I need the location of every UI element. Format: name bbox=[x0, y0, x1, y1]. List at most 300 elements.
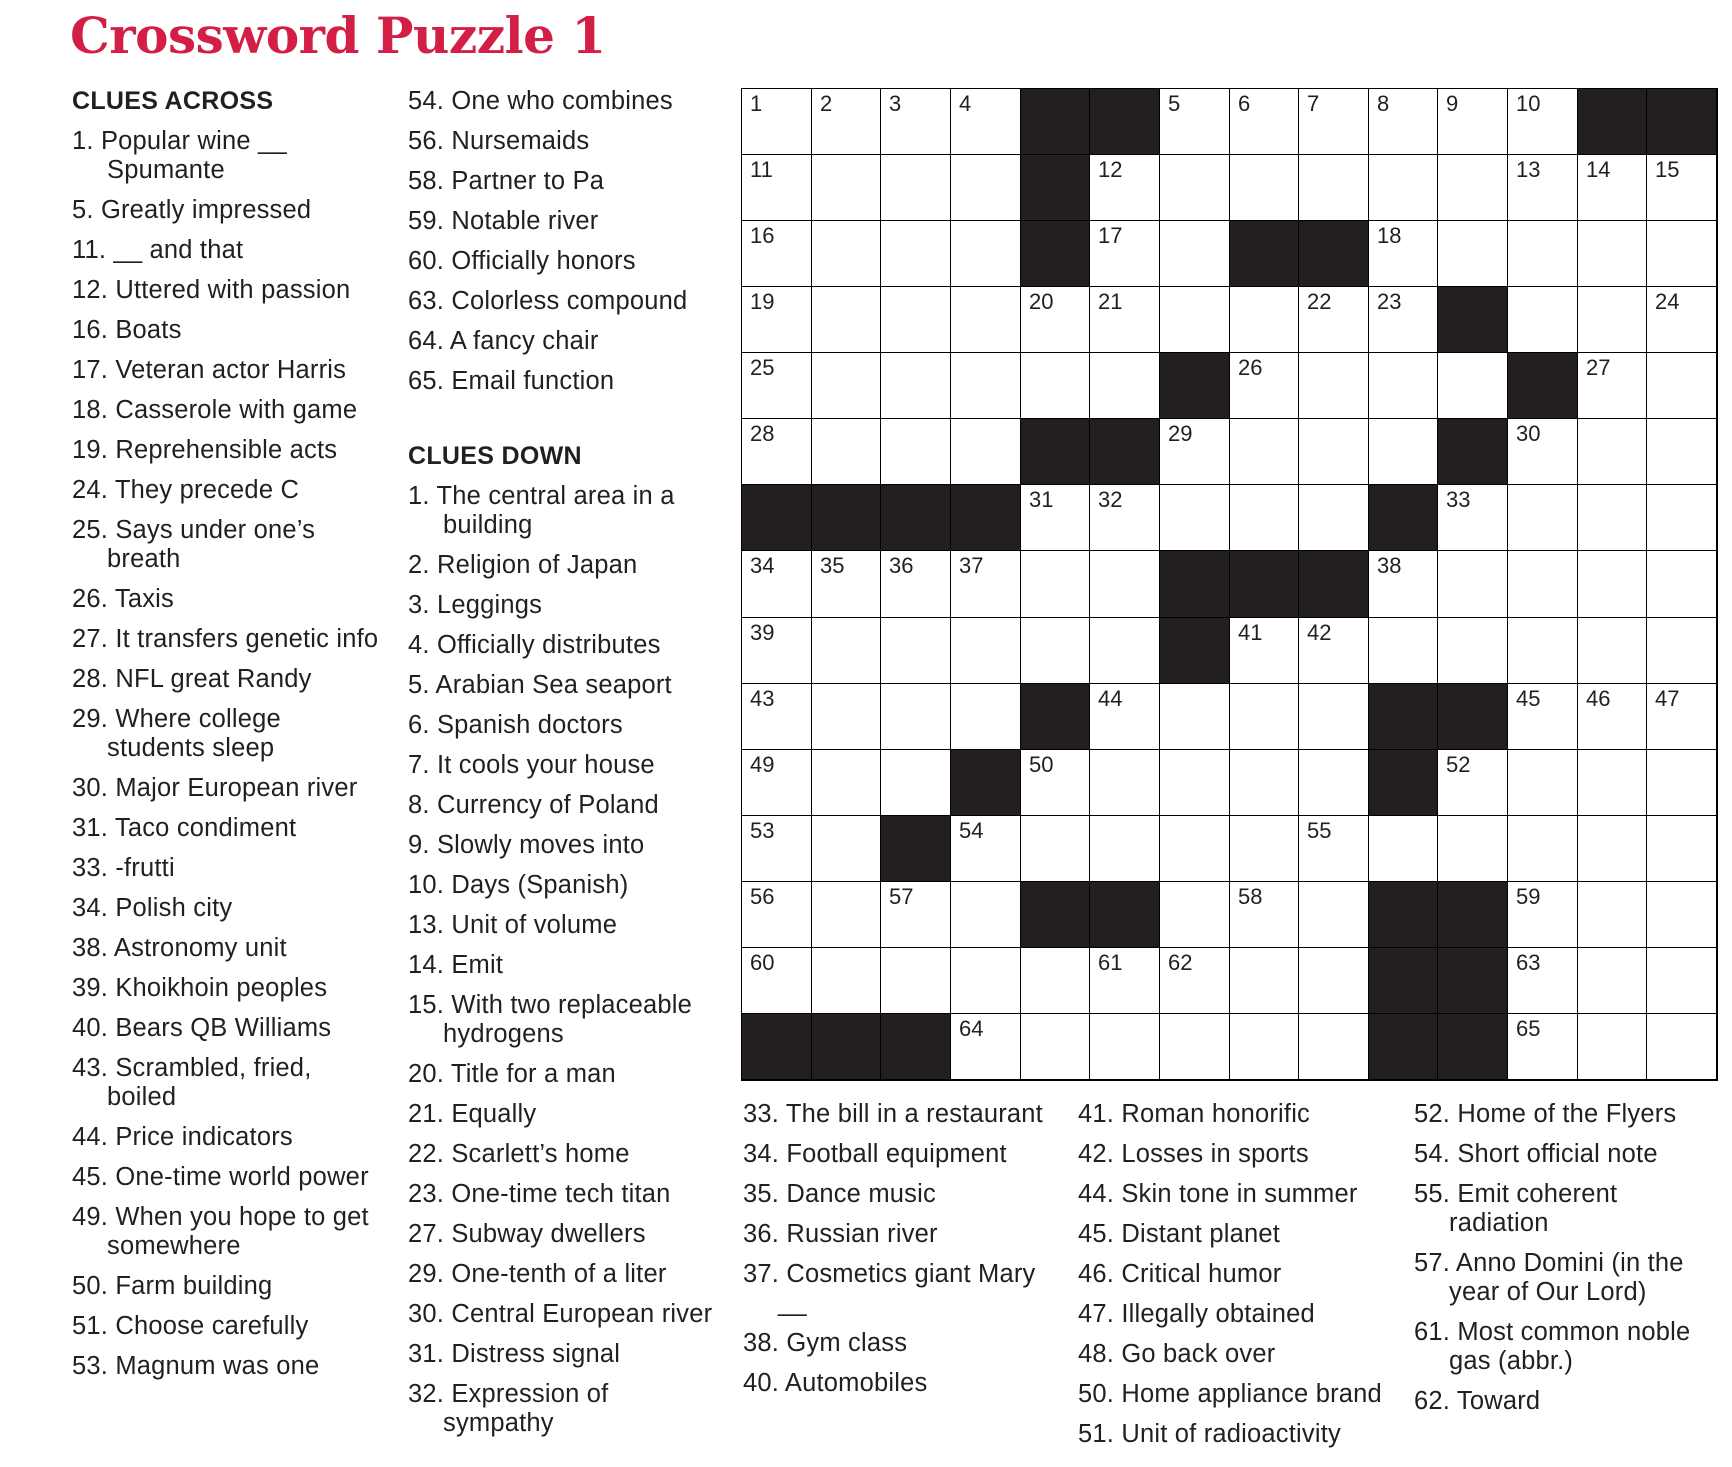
clue-item: 8. Currency of Poland bbox=[408, 791, 659, 819]
grid-block bbox=[742, 1014, 812, 1080]
cell-number: 47 bbox=[1655, 686, 1680, 711]
grid-cell[interactable] bbox=[881, 551, 951, 618]
grid-cell[interactable] bbox=[1021, 551, 1090, 618]
clue-item: 45. One-time world power bbox=[72, 1163, 369, 1191]
grid-cell[interactable] bbox=[1299, 353, 1369, 419]
cell-number: 36 bbox=[889, 553, 914, 578]
grid-cell[interactable] bbox=[1578, 353, 1647, 419]
clue-item: 19. Reprehensible acts bbox=[72, 436, 338, 464]
grid-cell[interactable] bbox=[1021, 353, 1090, 419]
grid-cell[interactable] bbox=[1160, 419, 1230, 485]
grid-cell[interactable] bbox=[1578, 816, 1647, 882]
grid-cell[interactable] bbox=[1508, 750, 1578, 816]
grid-block bbox=[1160, 353, 1230, 419]
grid-cell[interactable] bbox=[1299, 948, 1369, 1014]
cell-number: 13 bbox=[1516, 157, 1541, 182]
grid-cell[interactable] bbox=[742, 221, 812, 287]
grid-cell[interactable] bbox=[1369, 155, 1438, 221]
grid-cell[interactable] bbox=[742, 551, 812, 618]
grid-cell[interactable] bbox=[1369, 287, 1438, 353]
clue-item: 46. Critical humor bbox=[1078, 1260, 1282, 1288]
grid-block bbox=[1160, 618, 1230, 684]
grid-cell[interactable] bbox=[1090, 221, 1160, 287]
grid-cell[interactable] bbox=[1578, 750, 1647, 816]
grid-cell[interactable] bbox=[1160, 948, 1230, 1014]
grid-cell[interactable] bbox=[1299, 485, 1369, 551]
grid-cell[interactable] bbox=[1090, 750, 1160, 816]
clue-item: 3. Leggings bbox=[408, 591, 543, 619]
grid-cell[interactable] bbox=[1160, 485, 1230, 551]
grid-block bbox=[1299, 551, 1369, 618]
clue-item: 22. Scarlett’s home bbox=[408, 1140, 630, 1168]
clue-item: 47. Illegally obtained bbox=[1078, 1300, 1315, 1328]
grid-cell[interactable] bbox=[1647, 155, 1717, 221]
cell-number: 18 bbox=[1377, 223, 1402, 248]
grid-block bbox=[1021, 89, 1090, 155]
grid-cell[interactable] bbox=[1230, 618, 1299, 684]
grid-cell[interactable] bbox=[1369, 221, 1438, 287]
grid-cell[interactable] bbox=[1299, 155, 1369, 221]
cell-number: 8 bbox=[1377, 91, 1390, 116]
clue-item: 30. Major European river bbox=[72, 774, 358, 802]
grid-cell[interactable] bbox=[1647, 221, 1717, 287]
grid-cell[interactable] bbox=[1508, 618, 1578, 684]
grid-cell[interactable] bbox=[1578, 684, 1647, 750]
grid-cell[interactable] bbox=[1230, 419, 1299, 485]
clue-item: 32. Expression of sympathy bbox=[408, 1380, 609, 1437]
grid-cell[interactable] bbox=[1578, 551, 1647, 618]
grid-cell[interactable] bbox=[1230, 1014, 1299, 1080]
grid-cell[interactable] bbox=[1369, 353, 1438, 419]
grid-cell[interactable] bbox=[812, 618, 881, 684]
grid-cell[interactable] bbox=[1369, 89, 1438, 155]
grid-cell[interactable] bbox=[1438, 750, 1508, 816]
clues-down-heading: CLUES DOWN bbox=[408, 442, 582, 470]
clue-item: 35. Dance music bbox=[743, 1180, 936, 1208]
cell-number: 22 bbox=[1307, 289, 1332, 314]
cell-number: 15 bbox=[1655, 157, 1680, 182]
grid-cell[interactable] bbox=[812, 287, 881, 353]
clue-item: 58. Partner to Pa bbox=[408, 167, 605, 195]
grid-cell[interactable] bbox=[1299, 419, 1369, 485]
page-title: Crossword Puzzle 1 bbox=[70, 6, 606, 65]
cell-number: 56 bbox=[750, 884, 775, 909]
cell-number: 19 bbox=[750, 289, 775, 314]
grid-block bbox=[1438, 948, 1508, 1014]
clue-item: 34. Polish city bbox=[72, 894, 233, 922]
grid-cell[interactable] bbox=[1090, 485, 1160, 551]
clue-item: 23. One-time tech titan bbox=[408, 1180, 671, 1208]
grid-block bbox=[1299, 221, 1369, 287]
grid-cell[interactable] bbox=[951, 419, 1021, 485]
cell-number: 33 bbox=[1446, 487, 1471, 512]
cell-number: 54 bbox=[959, 818, 984, 843]
grid-block bbox=[1578, 89, 1647, 155]
cell-number: 30 bbox=[1516, 421, 1541, 446]
cell-number: 25 bbox=[750, 355, 775, 380]
clues-across-heading: CLUES ACROSS bbox=[72, 87, 274, 115]
clue-item: 17. Veteran actor Harris bbox=[72, 356, 347, 384]
grid-block bbox=[1438, 1014, 1508, 1080]
clue-item: 1. The central area in a building bbox=[408, 482, 675, 539]
clue-item: 44. Price indicators bbox=[72, 1123, 293, 1151]
grid-cell[interactable] bbox=[742, 287, 812, 353]
grid-cell[interactable] bbox=[951, 882, 1021, 948]
grid-cell[interactable] bbox=[1508, 419, 1578, 485]
grid-cell[interactable] bbox=[1021, 618, 1090, 684]
grid-cell[interactable] bbox=[1578, 221, 1647, 287]
grid-cell[interactable] bbox=[951, 816, 1021, 882]
grid-cell[interactable] bbox=[1369, 816, 1438, 882]
grid-block bbox=[1369, 882, 1438, 948]
grid-cell[interactable] bbox=[1578, 287, 1647, 353]
grid-cell[interactable] bbox=[742, 155, 812, 221]
clue-item: 2. Religion of Japan bbox=[408, 551, 638, 579]
cell-number: 64 bbox=[959, 1016, 984, 1041]
grid-cell[interactable] bbox=[1647, 1014, 1717, 1080]
cell-number: 34 bbox=[750, 553, 775, 578]
grid-cell[interactable] bbox=[1508, 882, 1578, 948]
grid-cell[interactable] bbox=[1578, 419, 1647, 485]
grid-cell[interactable] bbox=[812, 353, 881, 419]
grid-cell[interactable] bbox=[742, 89, 812, 155]
grid-cell[interactable] bbox=[742, 948, 812, 1014]
cell-number: 27 bbox=[1586, 355, 1611, 380]
grid-cell[interactable] bbox=[881, 353, 951, 419]
grid-cell[interactable] bbox=[812, 816, 881, 882]
clue-item: 20. Title for a man bbox=[408, 1060, 616, 1088]
grid-block bbox=[1369, 485, 1438, 551]
grid-cell[interactable] bbox=[1230, 882, 1299, 948]
cell-number: 24 bbox=[1655, 289, 1680, 314]
clue-item: 28. NFL great Randy bbox=[72, 665, 312, 693]
grid-cell[interactable] bbox=[1647, 353, 1717, 419]
clue-item: 57. Anno Domini (in the year of Our Lord) bbox=[1414, 1249, 1684, 1306]
cell-number: 61 bbox=[1098, 950, 1123, 975]
clue-item: 5. Greatly impressed bbox=[72, 196, 312, 224]
clue-item: 49. When you hope to get somewhere bbox=[72, 1203, 369, 1260]
cell-number: 55 bbox=[1307, 818, 1332, 843]
grid-cell[interactable] bbox=[1438, 485, 1508, 551]
grid-cell[interactable] bbox=[1647, 287, 1717, 353]
grid-block bbox=[812, 1014, 881, 1080]
clue-item: 54. One who combines bbox=[408, 87, 673, 115]
grid-cell[interactable] bbox=[1438, 816, 1508, 882]
clue-item: 29. Where college students sleep bbox=[72, 705, 281, 762]
grid-cell[interactable] bbox=[951, 551, 1021, 618]
grid-cell[interactable] bbox=[881, 287, 951, 353]
clue-item: 36. Russian river bbox=[743, 1220, 938, 1248]
grid-cell[interactable] bbox=[1021, 816, 1090, 882]
clue-item: 5. Arabian Sea seaport bbox=[408, 671, 672, 699]
grid-cell[interactable] bbox=[1647, 948, 1717, 1014]
clues-column-3 bbox=[743, 1100, 1053, 1409]
grid-cell[interactable] bbox=[1578, 882, 1647, 948]
grid-cell[interactable] bbox=[1578, 618, 1647, 684]
grid-cell[interactable] bbox=[951, 89, 1021, 155]
grid-cell[interactable] bbox=[1230, 684, 1299, 750]
grid-cell[interactable] bbox=[1021, 287, 1090, 353]
cell-number: 12 bbox=[1098, 157, 1123, 182]
grid-cell[interactable] bbox=[1438, 221, 1508, 287]
grid-cell[interactable] bbox=[951, 221, 1021, 287]
clue-item: 14. Emit bbox=[408, 951, 504, 979]
grid-cell[interactable] bbox=[742, 882, 812, 948]
clue-item: 25. Says under one’s breath bbox=[72, 516, 316, 573]
grid-block bbox=[1021, 155, 1090, 221]
grid-cell[interactable] bbox=[1090, 287, 1160, 353]
clue-item: 26. Taxis bbox=[72, 585, 174, 613]
clue-item: 13. Unit of volume bbox=[408, 911, 618, 939]
grid-cell[interactable] bbox=[951, 155, 1021, 221]
grid-cell[interactable] bbox=[951, 1014, 1021, 1080]
grid-cell[interactable] bbox=[1647, 485, 1717, 551]
grid-cell[interactable] bbox=[1090, 948, 1160, 1014]
clue-item: 61. Most common noble gas (abbr.) bbox=[1414, 1318, 1691, 1375]
grid-cell[interactable] bbox=[1578, 485, 1647, 551]
grid-cell[interactable] bbox=[1647, 419, 1717, 485]
grid-cell[interactable] bbox=[1021, 750, 1090, 816]
grid-cell[interactable] bbox=[1021, 485, 1090, 551]
clues-column-5 bbox=[1414, 1100, 1714, 1427]
grid-cell[interactable] bbox=[742, 816, 812, 882]
grid-cell[interactable] bbox=[1090, 551, 1160, 618]
grid-cell[interactable] bbox=[812, 750, 881, 816]
grid-cell[interactable] bbox=[1090, 684, 1160, 750]
grid-block bbox=[1160, 551, 1230, 618]
grid-cell[interactable] bbox=[1508, 287, 1578, 353]
grid-cell[interactable] bbox=[881, 948, 951, 1014]
cell-number: 52 bbox=[1446, 752, 1471, 777]
grid-block bbox=[1090, 89, 1160, 155]
clues-column-4 bbox=[1078, 1100, 1388, 1460]
grid-cell[interactable] bbox=[881, 155, 951, 221]
grid-cell[interactable] bbox=[951, 684, 1021, 750]
clue-item: 40. Bears QB Williams bbox=[72, 1014, 332, 1042]
grid-cell[interactable] bbox=[881, 618, 951, 684]
grid-cell[interactable] bbox=[1508, 1014, 1578, 1080]
clue-item: 64. A fancy chair bbox=[408, 327, 599, 355]
clue-item: 51. Unit of radioactivity bbox=[1078, 1420, 1341, 1448]
grid-cell[interactable] bbox=[1508, 485, 1578, 551]
clues-column-1 bbox=[72, 87, 382, 1392]
cell-number: 41 bbox=[1238, 620, 1263, 645]
clue-item: 55. Emit coherent radiation bbox=[1414, 1180, 1618, 1237]
clue-item: 62. Toward bbox=[1414, 1387, 1541, 1415]
grid-cell[interactable] bbox=[1160, 89, 1230, 155]
grid-cell[interactable] bbox=[1090, 353, 1160, 419]
grid-cell[interactable] bbox=[1438, 155, 1508, 221]
grid-cell[interactable] bbox=[1438, 551, 1508, 618]
grid-cell[interactable] bbox=[742, 419, 812, 485]
section-gap bbox=[408, 407, 718, 442]
grid-cell[interactable] bbox=[1508, 221, 1578, 287]
grid-cell[interactable] bbox=[1230, 287, 1299, 353]
grid-cell[interactable] bbox=[812, 221, 881, 287]
cell-number: 3 bbox=[889, 91, 902, 116]
grid-cell[interactable] bbox=[1438, 618, 1508, 684]
grid-cell[interactable] bbox=[1508, 948, 1578, 1014]
grid-cell[interactable] bbox=[881, 750, 951, 816]
grid-cell[interactable] bbox=[1299, 287, 1369, 353]
grid-cell[interactable] bbox=[1230, 816, 1299, 882]
grid-cell[interactable] bbox=[1090, 1014, 1160, 1080]
grid-block bbox=[742, 485, 812, 551]
grid-cell[interactable] bbox=[881, 419, 951, 485]
grid-cell[interactable] bbox=[1508, 551, 1578, 618]
grid-cell[interactable] bbox=[1578, 1014, 1647, 1080]
cell-number: 35 bbox=[820, 553, 845, 578]
grid-cell[interactable] bbox=[1090, 618, 1160, 684]
grid-cell[interactable] bbox=[1160, 1014, 1230, 1080]
cell-number: 60 bbox=[750, 950, 775, 975]
clue-item: 39. Khoikhoin peoples bbox=[72, 974, 328, 1002]
grid-cell[interactable] bbox=[1160, 287, 1230, 353]
clue-item: 53. Magnum was one bbox=[72, 1352, 320, 1380]
grid-cell[interactable] bbox=[1160, 221, 1230, 287]
clue-item: 65. Email function bbox=[408, 367, 615, 395]
grid-block bbox=[1508, 353, 1578, 419]
clue-item: 38. Astronomy unit bbox=[72, 934, 287, 962]
grid-cell[interactable] bbox=[951, 948, 1021, 1014]
grid-cell[interactable] bbox=[1647, 750, 1717, 816]
grid-cell[interactable] bbox=[1508, 89, 1578, 155]
cell-number: 2 bbox=[820, 91, 833, 116]
grid-cell[interactable] bbox=[1160, 882, 1230, 948]
clue-item: 11. __ and that bbox=[72, 236, 244, 264]
clue-item: 27. It transfers genetic info bbox=[72, 625, 379, 653]
grid-cell[interactable] bbox=[1160, 750, 1230, 816]
cell-number: 6 bbox=[1238, 91, 1251, 116]
cell-number: 1 bbox=[750, 91, 763, 116]
grid-cell[interactable] bbox=[951, 618, 1021, 684]
grid-cell[interactable] bbox=[1508, 155, 1578, 221]
grid-cell[interactable] bbox=[1021, 1014, 1090, 1080]
clue-item: 60. Officially honors bbox=[408, 247, 636, 275]
grid-block bbox=[1438, 684, 1508, 750]
crossword-grid[interactable] bbox=[741, 88, 1718, 1081]
grid-cell[interactable] bbox=[1578, 948, 1647, 1014]
cell-number: 23 bbox=[1377, 289, 1402, 314]
grid-cell[interactable] bbox=[1160, 816, 1230, 882]
grid-cell[interactable] bbox=[1299, 89, 1369, 155]
cell-number: 26 bbox=[1238, 355, 1263, 380]
clue-item: 48. Go back over bbox=[1078, 1340, 1276, 1368]
grid-cell[interactable] bbox=[881, 89, 951, 155]
grid-cell[interactable] bbox=[1438, 89, 1508, 155]
grid-cell[interactable] bbox=[1230, 485, 1299, 551]
clue-item: 24. They precede C bbox=[72, 476, 300, 504]
grid-cell[interactable] bbox=[1508, 684, 1578, 750]
grid-cell[interactable] bbox=[1647, 684, 1717, 750]
grid-cell[interactable] bbox=[1160, 684, 1230, 750]
grid-cell[interactable] bbox=[812, 155, 881, 221]
grid-block bbox=[881, 485, 951, 551]
cell-number: 4 bbox=[959, 91, 972, 116]
cell-number: 65 bbox=[1516, 1016, 1541, 1041]
grid-cell[interactable] bbox=[1647, 816, 1717, 882]
cell-number: 58 bbox=[1238, 884, 1263, 909]
grid-cell[interactable] bbox=[1299, 882, 1369, 948]
grid-cell[interactable] bbox=[951, 287, 1021, 353]
grid-cell[interactable] bbox=[812, 89, 881, 155]
cell-number: 59 bbox=[1516, 884, 1541, 909]
grid-cell[interactable] bbox=[742, 750, 812, 816]
cell-number: 14 bbox=[1586, 157, 1611, 182]
grid-cell[interactable] bbox=[881, 882, 951, 948]
clue-item: 30. Central European river bbox=[408, 1300, 713, 1328]
grid-cell[interactable] bbox=[1021, 948, 1090, 1014]
grid-cell[interactable] bbox=[1299, 618, 1369, 684]
grid-cell[interactable] bbox=[951, 353, 1021, 419]
grid-cell[interactable] bbox=[1647, 618, 1717, 684]
grid-cell[interactable] bbox=[812, 551, 881, 618]
grid-cell[interactable] bbox=[1090, 816, 1160, 882]
grid-cell[interactable] bbox=[1090, 155, 1160, 221]
grid-block bbox=[1021, 419, 1090, 485]
grid-cell[interactable] bbox=[1160, 155, 1230, 221]
grid-block bbox=[881, 816, 951, 882]
grid-cell[interactable] bbox=[881, 221, 951, 287]
grid-cell[interactable] bbox=[1230, 750, 1299, 816]
grid-cell[interactable] bbox=[881, 684, 951, 750]
cell-number: 45 bbox=[1516, 686, 1541, 711]
grid-cell[interactable] bbox=[1508, 816, 1578, 882]
grid-cell[interactable] bbox=[1369, 419, 1438, 485]
grid-cell[interactable] bbox=[1438, 353, 1508, 419]
grid-cell[interactable] bbox=[1230, 89, 1299, 155]
grid-block bbox=[1230, 551, 1299, 618]
clue-item: 21. Equally bbox=[408, 1100, 537, 1128]
grid-block bbox=[1369, 750, 1438, 816]
cell-number: 44 bbox=[1098, 686, 1123, 711]
grid-block bbox=[1021, 684, 1090, 750]
grid-cell[interactable] bbox=[1230, 155, 1299, 221]
grid-cell[interactable] bbox=[812, 419, 881, 485]
grid-cell[interactable] bbox=[1299, 684, 1369, 750]
grid-block bbox=[1647, 89, 1717, 155]
grid-cell[interactable] bbox=[1299, 750, 1369, 816]
cell-number: 38 bbox=[1377, 553, 1402, 578]
clue-item: 50. Home appliance brand bbox=[1078, 1380, 1382, 1408]
grid-cell[interactable] bbox=[742, 353, 812, 419]
grid-cell[interactable] bbox=[1230, 353, 1299, 419]
grid-cell[interactable] bbox=[812, 948, 881, 1014]
grid-block bbox=[1230, 221, 1299, 287]
grid-cell[interactable] bbox=[812, 684, 881, 750]
clue-item: 52. Home of the Flyers bbox=[1414, 1100, 1677, 1128]
clue-item: 29. One-tenth of a liter bbox=[408, 1260, 667, 1288]
grid-cell[interactable] bbox=[1369, 618, 1438, 684]
grid-cell[interactable] bbox=[1299, 1014, 1369, 1080]
grid-cell[interactable] bbox=[1369, 551, 1438, 618]
grid-cell[interactable] bbox=[812, 882, 881, 948]
clue-item: 10. Days (Spanish) bbox=[408, 871, 629, 899]
grid-cell[interactable] bbox=[1299, 816, 1369, 882]
grid-cell[interactable] bbox=[1578, 155, 1647, 221]
grid-block bbox=[1090, 882, 1160, 948]
grid-cell[interactable] bbox=[1230, 948, 1299, 1014]
clue-item: 56. Nursemaids bbox=[408, 127, 590, 155]
clue-item: 59. Notable river bbox=[408, 207, 599, 235]
clue-item: 34. Football equipment bbox=[743, 1140, 1007, 1168]
cell-number: 63 bbox=[1516, 950, 1541, 975]
clue-item: 16. Boats bbox=[72, 316, 182, 344]
grid-cell[interactable] bbox=[1647, 551, 1717, 618]
grid-cell[interactable] bbox=[1647, 882, 1717, 948]
grid-cell[interactable] bbox=[742, 618, 812, 684]
grid-cell[interactable] bbox=[742, 684, 812, 750]
